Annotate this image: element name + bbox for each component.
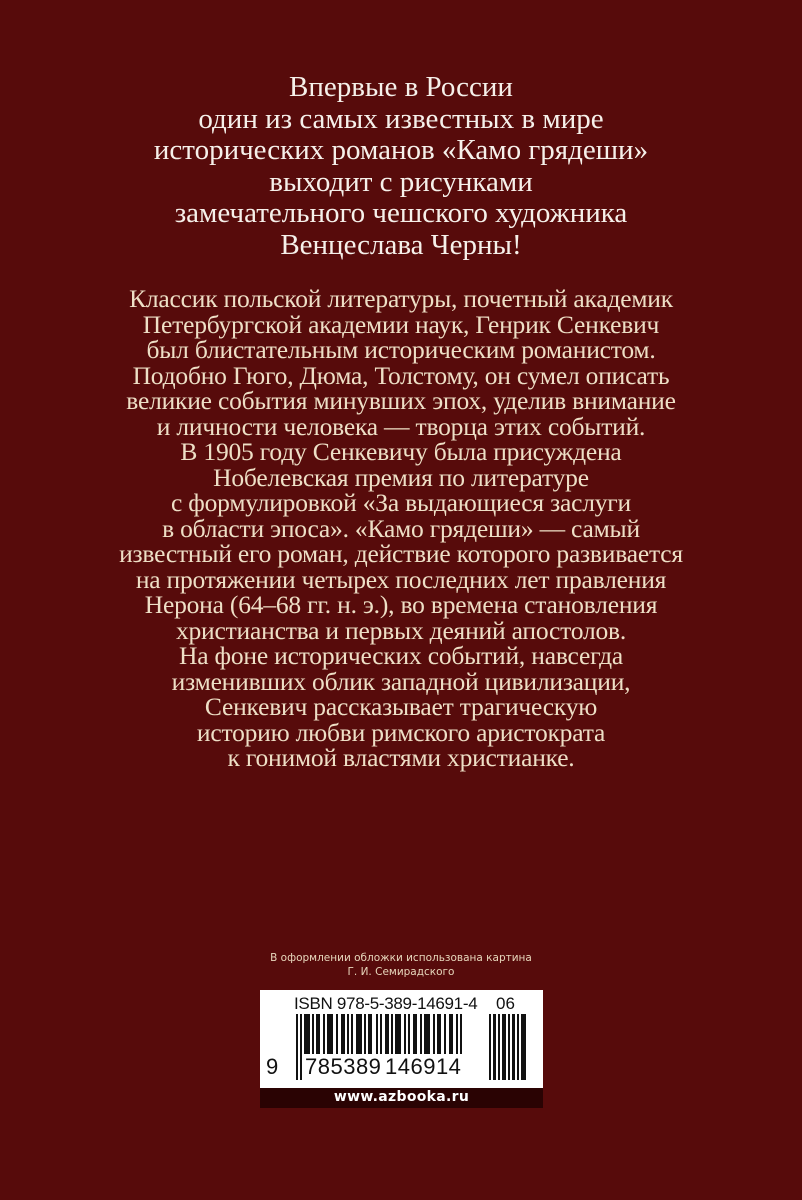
- description-text-block: [0, 286, 802, 771]
- description-line: с формулировкой «За выдающиеся заслуги: [171, 488, 631, 517]
- intro-line: Венцеслава Черны!: [280, 228, 522, 261]
- description-line: был блистательным историческим романистом.: [146, 335, 656, 364]
- description-line: Сенкевич рассказывает трагическую: [204, 692, 598, 721]
- credit-line: В оформлении обложки использована картина: [270, 952, 532, 964]
- isbn-barcode: [260, 990, 543, 1088]
- barcode-digit-group-1: 785389: [305, 1054, 382, 1079]
- intro-text-block: [0, 72, 802, 261]
- publisher-url-bar: [260, 1088, 543, 1108]
- intro-line: один из самых известных в мире: [198, 102, 604, 135]
- barcode-addon-label: 06: [496, 994, 515, 1013]
- barcode-lead-digit: 9: [266, 1054, 279, 1079]
- addon-barcode-bars-icon: [489, 1014, 526, 1080]
- description-line: историю любви римского аристократа: [196, 717, 606, 747]
- description-line: Классик польской литературы, почетный академик: [129, 284, 673, 313]
- description-line: в области эпоса». «Камо грядеши» — самый: [162, 513, 640, 543]
- isbn-label: ISBN 978-5-389-14691-4: [294, 994, 478, 1013]
- description-line: великие события минувших эпох, уделив внимание: [126, 386, 676, 415]
- description-line: В 1905 году Сенкевичу была присуждена: [180, 437, 622, 466]
- intro-line: выходит с рисунками: [269, 165, 533, 198]
- description-line: известный его роман, действие которого развивается: [119, 539, 683, 568]
- cover-art-credit: [0, 951, 802, 979]
- description-line: Петербургской академии наук, Генрик Сенкевич: [142, 309, 660, 339]
- barcode-digit-group-2: 146914: [385, 1054, 462, 1079]
- description-line: Нерона (64–68 гг. н. э.), во времена становления: [144, 590, 658, 619]
- description-line: изменивших облик западной цивилизации,: [171, 666, 631, 696]
- description-line: христианства и первых деяний апостолов.: [175, 615, 627, 645]
- description-line: Нобелевская премия по литературе: [213, 462, 589, 492]
- intro-line: исторических романов «Камо грядеши»: [153, 134, 649, 166]
- publisher-url: www.azbooka.ru: [333, 1089, 470, 1105]
- description-line: На фоне исторических событий, навсегда: [179, 641, 623, 670]
- description-line: на протяжении четырех последних лет правления: [135, 564, 667, 594]
- intro-line: замечательного чешского художника: [174, 197, 628, 229]
- description-line: к гонимой властями христианке.: [227, 743, 575, 772]
- description-line: и личности человека — творца этих событий.: [156, 411, 646, 441]
- intro-line: Впервые в России: [289, 71, 513, 103]
- description-line: Подобно Гюго, Дюма, Толстому, он сумел описать: [132, 360, 670, 390]
- credit-line: Г. И. Семирадского: [347, 966, 455, 978]
